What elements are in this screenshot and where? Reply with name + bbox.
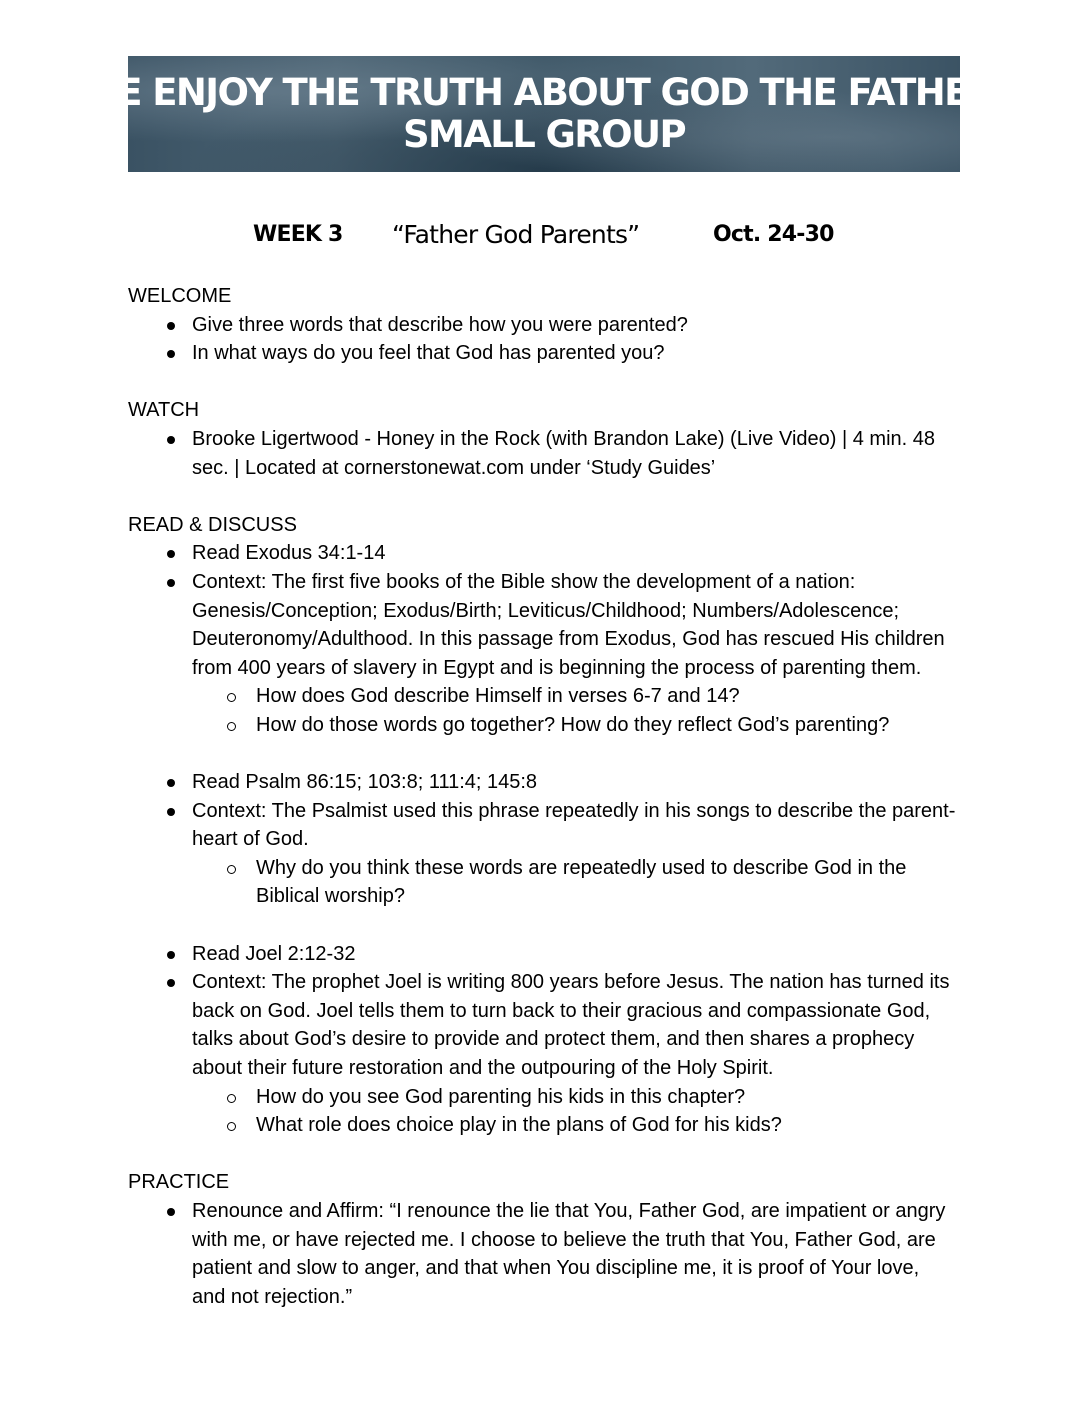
list-item — [128, 768, 968, 797]
week-title: “Father God Parents” — [392, 220, 640, 249]
question-item — [128, 711, 968, 740]
circle-bullet-icon — [227, 1094, 236, 1103]
bullet-icon — [167, 436, 175, 444]
bullet-icon — [167, 779, 175, 787]
list-item — [128, 539, 968, 568]
list-item-text: In what ways do you feel that God has parented you? — [192, 342, 665, 365]
list-item-text: Context: The prophet Joel is writing 800 years before Jesus. The nation has turned its back on God. Joel tells them to turn back to their gracious and compassionate God, talks about God’s desire to provide and protect them, and then shares a prophecy about their future restoration and the outpouring of the Holy Spirit. — [192, 971, 950, 1080]
read-discuss-section — [128, 511, 968, 1140]
practice-section — [128, 1168, 968, 1311]
list-item — [128, 1197, 968, 1311]
bullet-icon — [167, 350, 175, 358]
circle-bullet-icon — [227, 1122, 236, 1131]
banner-title: WE ENJOY THE TRUTH ABOUT GOD THE FATHER! — [78, 71, 1010, 114]
list-item-text: Read Joel 2:12-32 — [192, 942, 356, 965]
psalm-list — [128, 768, 968, 911]
section-label-watch: WATCH — [128, 399, 200, 422]
list-item — [128, 968, 968, 1082]
question-item — [128, 682, 968, 711]
list-item — [128, 339, 968, 368]
joel-list — [128, 940, 968, 1140]
question-text: How do those words go together? How do they reflect God’s parenting? — [256, 713, 890, 736]
circle-bullet-icon — [227, 865, 236, 874]
week-number: WEEK 3 — [253, 222, 343, 247]
bullet-icon — [167, 579, 175, 587]
question-text: Why do you think these words are repeatedly used to describe God in the Biblical worship? — [256, 856, 907, 908]
week-dates: Oct. 24-30 — [713, 222, 834, 247]
title-banner — [78, 56, 1010, 172]
bullet-icon — [167, 951, 175, 959]
list-item-text: Brooke Ligertwood - Honey in the Rock (with Brandon Lake) (Live Video) | 4 min. 48 sec. | Located at cornerstonewat.com under ‘Study Guides’ — [192, 427, 935, 479]
bullet-icon — [167, 808, 175, 816]
bullet-icon — [167, 1208, 175, 1216]
question-text: How do you see God parenting his kids in this chapter? — [256, 1085, 746, 1108]
list-item — [128, 797, 968, 854]
watch-section — [128, 396, 968, 482]
bullet-icon — [167, 979, 175, 987]
list-item — [128, 425, 968, 482]
question-item — [128, 854, 968, 911]
list-item-text: Read Exodus 34:1-14 — [192, 542, 386, 565]
practice-list — [128, 1197, 968, 1311]
list-item-text: Context: The Psalmist used this phrase repeatedly in his songs to describe the parent-heart of God. — [192, 799, 956, 851]
section-label-practice: PRACTICE — [128, 1171, 230, 1194]
list-item-text: Read Psalm 86:15; 103:8; 111:4; 145:8 — [192, 771, 538, 794]
question-text: What role does choice play in the plans of God for his kids? — [256, 1114, 782, 1137]
exodus-list — [128, 539, 968, 739]
list-item-text: Give three words that describe how you were parented? — [192, 313, 688, 336]
banner-subtitle: SMALL GROUP — [402, 113, 685, 156]
list-item — [128, 311, 968, 340]
question-item — [128, 1083, 968, 1112]
welcome-list — [128, 311, 968, 368]
list-item-text: Renounce and Affirm: “I renounce the lie that You, Father God, are impatient or angry with me, or have rejected me. I choose to believe the truth that You, Father God, are patient and slow to anger, and that when You discipline me, it is proof of Your love, and not rejection.” — [192, 1200, 946, 1308]
study-guide-body — [128, 282, 968, 1311]
watch-list — [128, 425, 968, 482]
list-item-text: Context: The first five books of the Bible show the development of a nation: Genesis/Conception; Exodus/Birth; Leviticus/Childhood; Numbers/Adolescence; Deuteronomy/Adulthood. In this passage from Exodus, God has rescued His children from 400 years of slavery in Egypt and is beginning the process of parenting them. — [192, 570, 945, 679]
section-label-welcome: WELCOME — [128, 285, 232, 307]
circle-bullet-icon — [227, 722, 236, 731]
bullet-icon — [167, 322, 175, 330]
section-label-read-discuss: READ & DISCUSS — [128, 513, 297, 536]
question-text: How does God describe Himself in verses 6-7 and 14? — [256, 685, 740, 708]
circle-bullet-icon — [227, 693, 236, 702]
list-item — [128, 568, 968, 682]
week-heading — [0, 217, 1088, 253]
bullet-icon — [167, 550, 175, 558]
question-item — [128, 1111, 968, 1140]
list-item — [128, 940, 968, 969]
welcome-section — [128, 282, 968, 368]
